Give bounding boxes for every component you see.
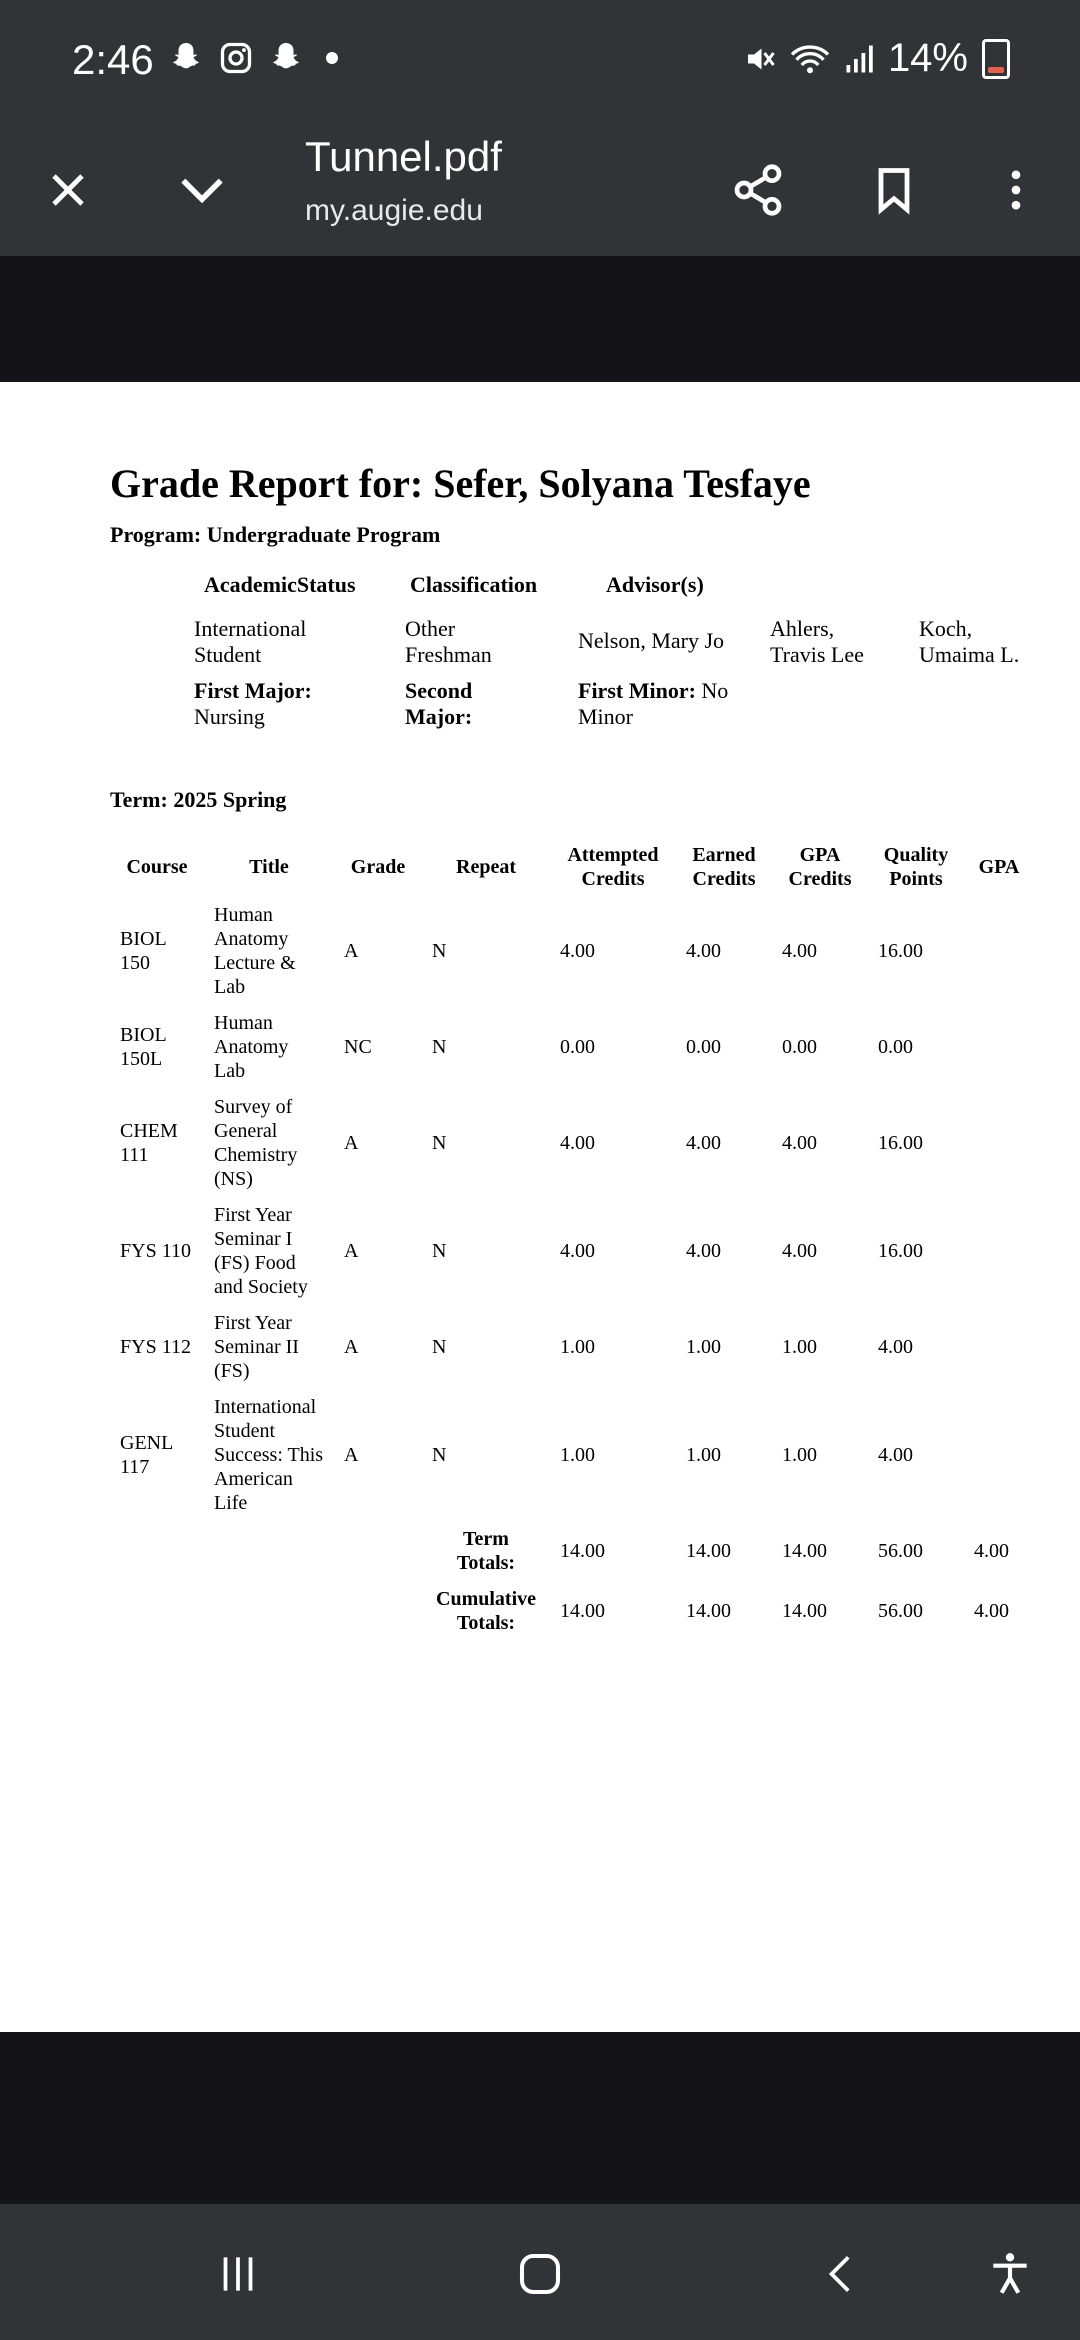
first-minor-label: First Minor: [578,678,696,703]
row-earned: 4.00 [686,940,721,962]
chevron-down-icon [174,162,230,218]
cumulative-earned: 14.00 [686,1600,731,1622]
collapse-button[interactable] [162,150,242,230]
row-title: Human Anatomy Lab [214,1012,289,1082]
row-attempted: 4.00 [560,940,595,962]
row-attempted: 4.00 [560,1132,595,1154]
academic-status-value: International Student [194,616,307,667]
term-quality-points: 56.00 [878,1540,923,1562]
row-gpa-credits: 0.00 [782,1036,817,1058]
first-major [194,678,344,730]
term-totals-row [110,1521,1034,1581]
term-attempted: 14.00 [560,1540,605,1562]
cumulative-gpa: 4.00 [974,1600,1009,1622]
second-major-label: Second Major: [405,678,473,729]
row-quality-points: 16.00 [878,1132,923,1154]
row-gpa [964,1005,1034,1089]
status-time: 2:46 [72,36,154,83]
row-repeat: N [432,1444,447,1466]
row-gpa [964,897,1034,1005]
table-row [110,1005,1034,1089]
row-course: GENL 117 [120,1432,173,1478]
report-title: Grade Report for: Sefer, Solyana Tesfaye [110,461,811,506]
signal-icon [842,41,878,77]
row-attempted: 1.00 [560,1336,595,1358]
row-title: International Student Success: This American Life [214,1396,324,1514]
status-bar [0,0,1080,120]
first-minor-value: No Minor [578,678,729,729]
bookmark-button[interactable] [854,150,934,230]
col-repeat: Repeat [456,856,516,878]
row-gpa-credits: 4.00 [782,1240,817,1262]
row-quality-points: 4.00 [878,1336,913,1358]
first-major-value: Nursing [194,704,265,729]
mute-icon [742,41,778,77]
grades-table [110,837,1034,1641]
cumulative-gpa-credits: 14.00 [782,1600,827,1622]
term-gpa-credits: 14.00 [782,1540,827,1562]
academic-status-header: AcademicStatus [204,572,356,597]
classification-header: Classification [410,572,538,597]
row-gpa-credits: 1.00 [782,1444,817,1466]
document-title-block [305,128,502,228]
row-repeat: N [432,940,447,962]
share-button[interactable] [718,150,798,230]
pdf-page[interactable] [0,382,1080,2032]
term-earned: 14.00 [686,1540,731,1562]
viewer-background-bottom [0,2032,1080,2204]
col-attempted: Attempted Credits [567,844,659,890]
row-repeat: N [432,1132,447,1154]
more-vert-icon [990,164,1042,216]
classification-value: Other Freshman [405,616,492,667]
row-course: BIOL 150 [120,928,166,974]
accessibility-button[interactable] [975,2239,1045,2309]
first-minor [578,678,753,730]
top-bar [0,0,1080,256]
col-title: Title [249,856,289,878]
row-earned: 0.00 [686,1036,721,1058]
table-row [110,1305,1034,1389]
share-icon [730,162,786,218]
first-major-label: First Major: [194,678,312,703]
advisor-3: Koch, Umaima L. [919,616,1020,667]
home-icon [513,2247,567,2301]
advisors-header: Advisor(s) [606,572,704,597]
row-title: First Year Seminar I (FS) Food and Society [214,1204,308,1298]
row-earned: 4.00 [686,1132,721,1154]
recent-apps-icon [213,2249,263,2299]
back-icon [817,2249,867,2299]
cumulative-totals-label: Cumulative Totals: [436,1588,536,1634]
notification-icons [168,40,338,76]
row-grade: A [344,940,359,962]
row-course: CHEM 111 [120,1120,178,1166]
row-quality-points: 16.00 [878,1240,923,1262]
battery-icon [982,39,1010,79]
dot-icon [326,52,338,64]
row-quality-points: 0.00 [878,1036,913,1058]
row-attempted: 0.00 [560,1036,595,1058]
col-gpa-credits: GPA Credits [788,844,852,890]
advisor-1: Nelson, Mary Jo [578,628,725,653]
grades-header-row [110,837,1034,897]
row-earned: 4.00 [686,1240,721,1262]
row-course: FYS 110 [120,1240,191,1262]
row-gpa [964,1389,1034,1521]
term-gpa: 4.00 [974,1540,1009,1562]
row-earned: 1.00 [686,1444,721,1466]
row-repeat: N [432,1240,447,1262]
row-grade: A [344,1132,359,1154]
row-gpa-credits: 1.00 [782,1336,817,1358]
table-row [110,1389,1034,1521]
cumulative-totals-row [110,1581,1034,1641]
row-title: Human Anatomy Lecture & Lab [214,904,296,998]
col-course: Course [126,856,188,878]
system-nav-bar [0,2204,1080,2340]
row-repeat: N [432,1036,447,1058]
row-quality-points: 4.00 [878,1444,913,1466]
document-source: my.augie.edu [305,194,483,227]
term-label: Term: 2025 Spring [110,787,287,812]
table-row [110,1089,1034,1197]
row-gpa [964,1197,1034,1305]
advisor-2: Ahlers, Travis Lee [770,616,864,667]
col-grade: Grade [350,856,406,878]
row-gpa [964,1305,1034,1389]
system-status [742,36,1010,81]
wifi-icon [788,41,832,77]
back-button[interactable] [807,2239,877,2309]
recent-apps-button[interactable] [203,2239,273,2309]
row-grade: A [344,1444,359,1466]
more-options-button[interactable] [976,150,1056,230]
row-course: BIOL 150L [120,1024,166,1070]
close-icon [44,166,92,214]
snapchat-icon [168,40,204,76]
cumulative-attempted: 14.00 [560,1600,605,1622]
row-title: First Year Seminar II (FS) [214,1312,299,1382]
app-bar [0,120,1080,256]
col-gpa: GPA [978,856,1020,878]
table-row [110,1197,1034,1305]
row-quality-points: 16.00 [878,940,923,962]
row-attempted: 4.00 [560,1240,595,1262]
row-gpa-credits: 4.00 [782,1132,817,1154]
row-attempted: 1.00 [560,1444,595,1466]
row-course: FYS 112 [120,1336,191,1358]
cumulative-quality-points: 56.00 [878,1600,923,1622]
program-label: Program: Undergraduate Program [110,522,441,547]
viewer-background-top [0,256,1080,382]
row-gpa-credits: 4.00 [782,940,817,962]
document-title: Tunnel.pdf [305,133,502,180]
row-repeat: N [432,1336,447,1358]
accessibility-icon [985,2249,1035,2299]
row-grade: A [344,1240,359,1262]
table-row [110,897,1034,1005]
close-button[interactable] [28,150,108,230]
bookmark-icon [868,164,920,216]
row-grade: A [344,1336,359,1358]
row-title: Survey of General Chemistry (NS) [214,1096,298,1190]
instagram-icon [218,40,254,76]
row-earned: 1.00 [686,1336,721,1358]
term-totals-label: Term Totals: [456,1528,516,1574]
col-earned: Earned Credits [692,844,756,890]
snapchat-icon [268,40,304,76]
row-grade: NC [344,1036,372,1058]
battery-percent: 14% [887,36,968,80]
row-gpa [964,1089,1034,1197]
col-quality-points: Quality Points [883,844,949,890]
home-button[interactable] [505,2239,575,2309]
